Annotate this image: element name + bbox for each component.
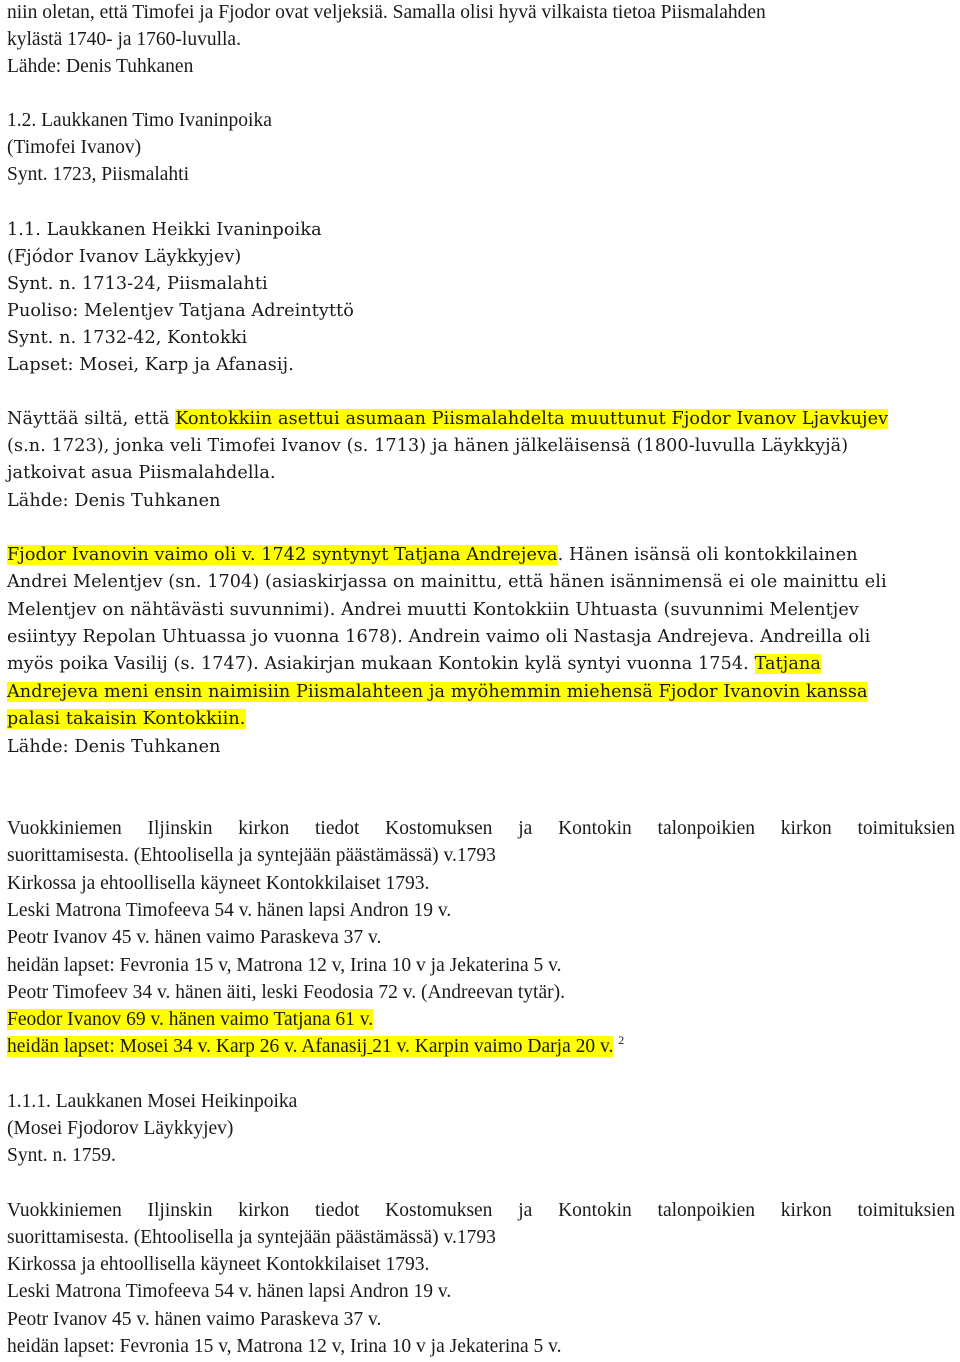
note1-source: Lähde: Denis Tuhkanen bbox=[7, 491, 221, 511]
heikki-children: Lapset: Mosei, Karp ja Afanasij. bbox=[7, 355, 294, 375]
note2-line-2: Andrei Melentjev (sn. 1704) (asiaskirjassa on mainittu, että hänen isännimensä ei ole mainittu eli bbox=[7, 572, 887, 592]
heikki-spouse: Puoliso: Melentjev Tatjana Adreintyttö bbox=[7, 301, 354, 321]
record2-line-2: suorittamisesta. (Ehtoolisella ja syntejään päästämässä) v.1793 bbox=[7, 1227, 496, 1248]
heikki-spouse-born: Synt. n. 1732-42, Kontokki bbox=[7, 328, 248, 348]
heikki-heading: 1.1. Laukkanen Heikki Ivaninpoika bbox=[7, 220, 322, 240]
record1-line-6: heidän lapset: Fevronia 15 v, Matrona 12 v, Irina 10 v ja Jekaterina 5 v. bbox=[7, 955, 562, 976]
record1-line-9-a: heidän lapset: Mosei 34 v. Karp 26 v. Afanasij bbox=[7, 1036, 368, 1057]
note2-highlight-1: Fjodor Ivanovin vaimo oli v. 1742 syntynyt Tatjana Andrejeva bbox=[7, 545, 558, 565]
note2-highlight-3: Andrejeva meni ensin naimisiin Piismalahteen ja myöhemmin miehensä Fjodor Ivanovin kanssa bbox=[7, 682, 868, 702]
note1-line-1 bbox=[7, 407, 888, 431]
note2-line-4: esiintyy Repolan Uhtuassa jo vuonna 1678). Andrein vaimo oli Nastasja Andrejeva. Andreilla oli bbox=[7, 627, 871, 647]
timo-born: Synt. 1723, Piismalahti bbox=[7, 164, 190, 185]
mosei-heading: 1.1.1. Laukkanen Mosei Heikinpoika bbox=[7, 1091, 298, 1112]
intro-line-2: kylästä 1740- ja 1760-luvulla. bbox=[7, 29, 241, 50]
record2-line-4: Leski Matrona Timofeeva 54 v. hänen lapsi Andron 19 v. bbox=[7, 1281, 452, 1302]
record1-line-3: Kirkossa ja ehtoollisella käyneet Kontokkilaiset 1793. bbox=[7, 873, 430, 894]
note1-pre: Näyttää siltä, että bbox=[7, 409, 176, 429]
note2-line-1-rest: . Hänen isänsä oli kontokkilainen bbox=[557, 545, 858, 565]
note2-line-6 bbox=[7, 680, 868, 704]
intro-line-1: niin oletan, että Timofei ja Fjodor ovat veljeksiä. Samalla olisi hyvä vilkaista tietoa Piismalahden bbox=[7, 2, 766, 23]
record1-footnote-marker: 2 bbox=[618, 1033, 625, 1047]
mosei-alt-name: (Mosei Fjodorov Läykkyjev) bbox=[7, 1118, 234, 1139]
note2-line-3: Melentjev on nähtävästi suvunnimi). Andrei muutti Kontokkiin Uhtuasta (suvunnimi Melentjev bbox=[7, 600, 859, 620]
note2-line-1 bbox=[7, 543, 858, 567]
record1-highlight-1: Feodor Ivanov 69 v. hänen vaimo Tatjana 61 v. bbox=[7, 1009, 374, 1030]
record1-line-9-b: 21 v. Karpin vaimo Darja 20 v. bbox=[372, 1036, 614, 1057]
record1-line-2: suorittamisesta. (Ehtoolisella ja syntejään päästämässä) v.1793 bbox=[7, 845, 496, 866]
note2-highlight-2: Tatjana bbox=[754, 654, 821, 674]
timo-heading: 1.2. Laukkanen Timo Ivaninpoika bbox=[7, 110, 272, 131]
record2-line-1: Vuokkiniemen Iljinskin kirkon tiedot Kostomuksen ja Kontokin talonpoikien kirkon toimituksien bbox=[7, 1200, 955, 1221]
note2-line-5 bbox=[7, 652, 821, 676]
record2-line-3: Kirkossa ja ehtoollisella käyneet Kontokkilaiset 1793. bbox=[7, 1254, 430, 1275]
record1-line-5: Peotr Ivanov 45 v. hänen vaimo Paraskeva 37 v. bbox=[7, 927, 382, 948]
note2-highlight-4: palasi takaisin Kontokkiin. bbox=[7, 709, 246, 729]
intro-source: Lähde: Denis Tuhkanen bbox=[7, 56, 194, 77]
heikki-alt-name: (Fjódor Ivanov Läykkyjev) bbox=[7, 247, 242, 267]
record1-line-7: Peotr Timofeev 34 v. hänen äiti, leski Feodosia 72 v. (Andreevan tytär). bbox=[7, 982, 565, 1003]
record1-highlight-2 bbox=[7, 1036, 613, 1057]
note2-line-7 bbox=[7, 707, 246, 731]
note2-line-5-pre: myös poika Vasilij (s. 1747). Asiakirjan mukaan Kontokin kylä syntyi vuonna 1754. bbox=[7, 654, 755, 674]
mosei-born: Synt. n. 1759. bbox=[7, 1145, 116, 1166]
timo-alt-name: (Timofei Ivanov) bbox=[7, 137, 142, 158]
record1-line-4: Leski Matrona Timofeeva 54 v. hänen lapsi Andron 19 v. bbox=[7, 900, 452, 921]
note2-source: Lähde: Denis Tuhkanen bbox=[7, 737, 221, 757]
record2-line-5: Peotr Ivanov 45 v. hänen vaimo Paraskeva 37 v. bbox=[7, 1309, 382, 1330]
note1-line-3: jatkoivat asua Piismalahdella. bbox=[7, 463, 276, 483]
note1-line-2: (s.n. 1723), jonka veli Timofei Ivanov (s. 1713) ja hänen jälkeläisensä (1800-luvulla Läykkyjä) bbox=[7, 436, 849, 456]
heikki-born: Synt. n. 1713-24, Piismalahti bbox=[7, 274, 268, 294]
record1-line-9 bbox=[7, 1035, 624, 1059]
record1-line-1: Vuokkiniemen Iljinskin kirkon tiedot Kostomuksen ja Kontokin talonpoikien kirkon toimituksien bbox=[7, 818, 955, 839]
note1-highlight: Kontokkiin asettui asumaan Piismalahdelta muuttunut Fjodor Ivanov Ljavkujev bbox=[175, 409, 889, 429]
record2-line-6: heidän lapset: Fevronia 15 v, Matrona 12 v, Irina 10 v ja Jekaterina 5 v. bbox=[7, 1336, 562, 1357]
record1-line-8 bbox=[7, 1008, 373, 1032]
